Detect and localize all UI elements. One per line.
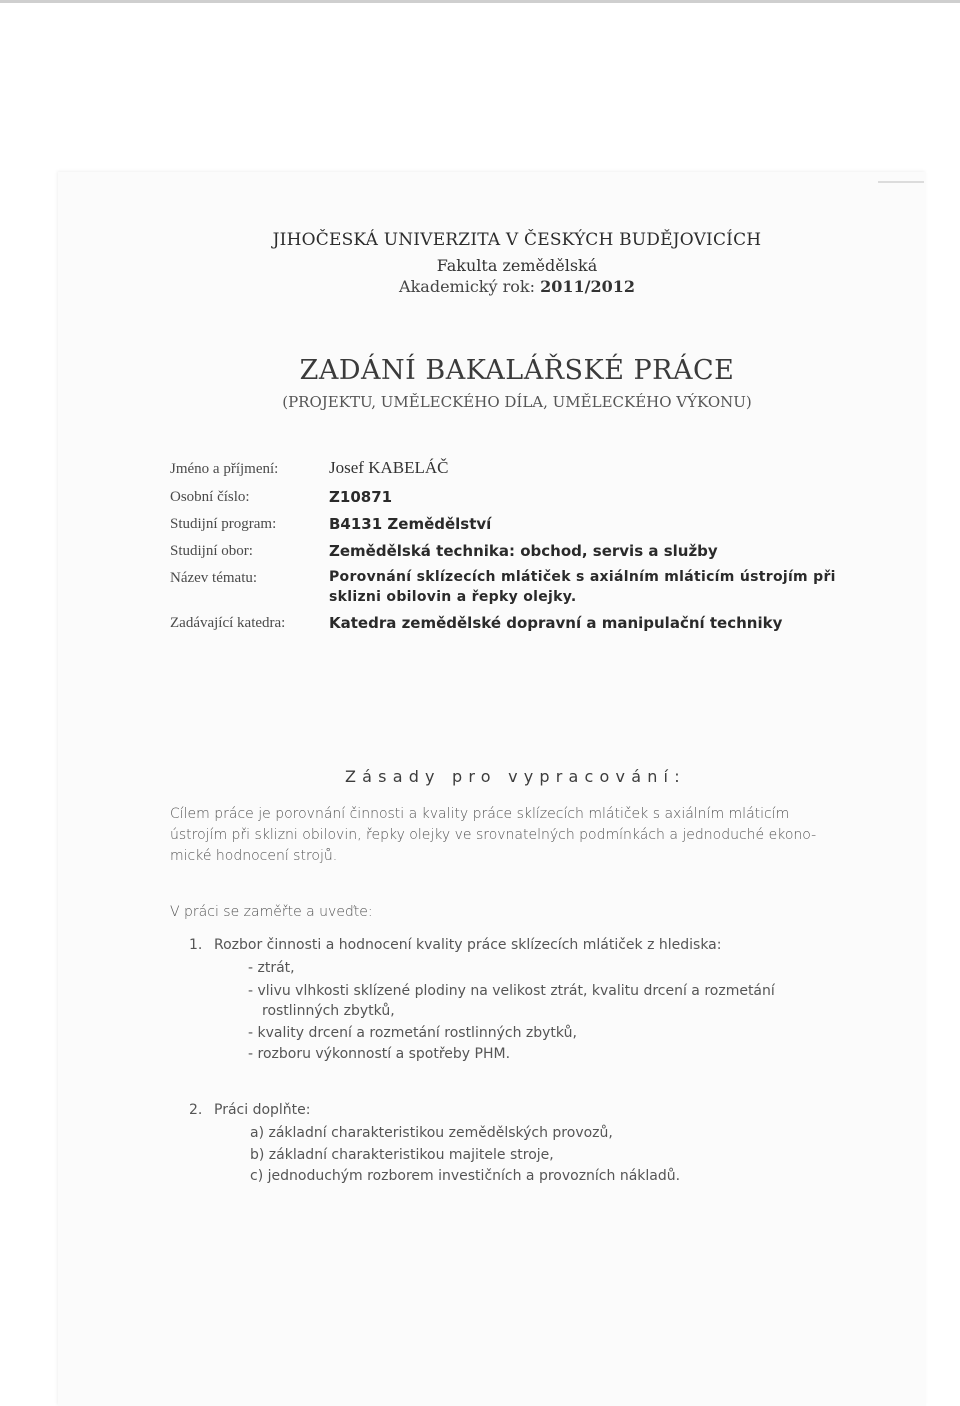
document-title: ZADÁNÍ BAKALÁŘSKÉ PRÁCE <box>299 355 735 386</box>
field-value: Zemědělská technika: obchod, servis a služby <box>329 542 718 560</box>
item2-sub-c: c) jednoduchým rozborem investičních a provozních nákladů. <box>250 1168 681 1184</box>
university-name: JIHOČESKÁ UNIVERZITA V ČESKÝCH BUDĚJOVICÍCH <box>272 230 762 250</box>
id-value: Z10871 <box>329 488 393 506</box>
principles-heading: Zásady pro vypracování: <box>345 767 686 786</box>
scan-top-edge <box>0 0 960 3</box>
department-label: Zadávající katedra: <box>170 615 286 631</box>
scan-corner-mark <box>878 181 924 183</box>
item2-text: Práci doplňte: <box>214 1102 311 1118</box>
topic-value-line2: sklizni obilovin a řepky olejky. <box>329 589 577 605</box>
item1-sub-1: - ztrát, <box>248 960 295 976</box>
faculty-name: Fakulta zemědělská <box>436 256 598 275</box>
program-label: Studijní program: <box>170 516 277 532</box>
goal-line-1: Cílem práce je porovnání činnosti a kvality práce sklízecích mlátiček s axiálním mláticím <box>170 806 790 822</box>
item2-number: 2. <box>189 1102 203 1118</box>
academic-year <box>37 277 960 296</box>
academic-year-label: Akademický rok: <box>399 277 535 296</box>
academic-year-value: 2011/2012 <box>540 277 635 296</box>
topic-value-line1: Porovnání sklízecích mlátiček s axiálním mláticím ústrojím při <box>329 569 836 585</box>
focus-intro: V práci se zaměřte a uveďte: <box>170 904 373 920</box>
item1-sub-5: - rozboru výkonností a spotřeby PHM. <box>248 1046 511 1062</box>
item2-sub-a: a) základní charakteristikou zemědělských provozů, <box>250 1125 613 1141</box>
document-subtitle: (PROJEKTU, UMĚLECKÉHO DÍLA, UMĚLECKÉHO VÝKONU) <box>282 393 752 411</box>
id-label: Osobní číslo: <box>170 489 250 505</box>
item1-number: 1. <box>189 937 203 953</box>
name-value: Josef KABELÁČ <box>329 458 449 477</box>
goal-line-3: mické hodnocení strojů. <box>170 848 338 864</box>
item1-sub-4: - kvality drcení a rozmetání rostlinných zbytků, <box>248 1025 577 1041</box>
program-value: B4131 Zemědělství <box>329 515 492 533</box>
field-label: Studijní obor: <box>170 543 253 559</box>
name-label: Jméno a příjmení: <box>170 461 279 477</box>
topic-label: Název tématu: <box>170 570 258 586</box>
item1-text: Rozbor činnosti a hodnocení kvality práce sklízecích mlátiček z hlediska: <box>214 937 722 953</box>
item1-sub-2: - vlivu vlhkosti sklízené plodiny na velikost ztrát, kvalitu drcení a rozmetání <box>248 983 775 999</box>
goal-line-2: ústrojím při sklizni obilovin, řepky olejky ve srovnatelných podmínkách a jednoduché ekono- <box>170 827 817 843</box>
item1-sub-3: rostlinných zbytků, <box>262 1003 395 1019</box>
item2-sub-b: b) základní charakteristikou majitele stroje, <box>250 1147 554 1163</box>
department-value: Katedra zemědělské dopravní a manipulační techniky <box>329 614 783 632</box>
